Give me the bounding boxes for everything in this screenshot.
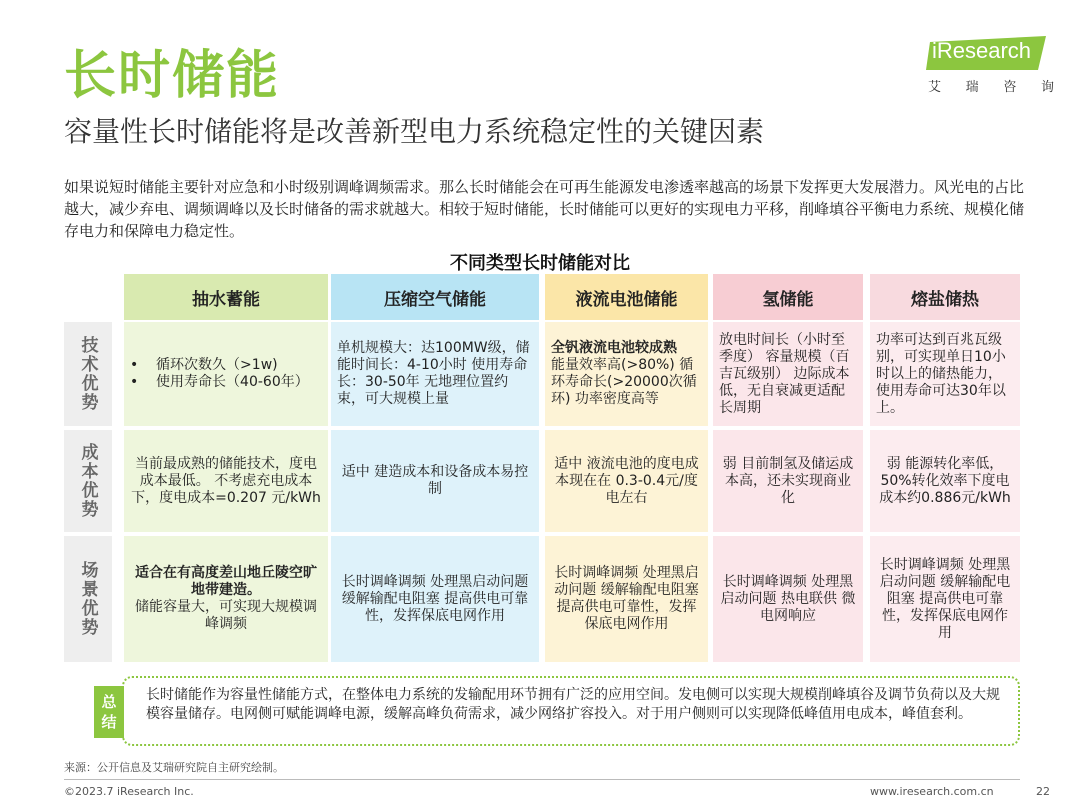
logo-text: iResearch (932, 38, 1032, 63)
column-header: 熔盐储热 (870, 274, 1020, 320)
cell-text: 适中 液流电池的度电成本现在在 0.3-0.4元/度电左右 (554, 455, 699, 506)
row-label-text: 场景优势 (77, 561, 98, 637)
logo-char: 瑞 (965, 80, 979, 95)
summary-text: 长时储能作为容量性储能方式，在整体电力系统的发输配用环节拥有广泛的应用空间。发电侧可以实现大规模削峰填谷及调节负荷以及大规模容量储存。电网侧可赋能调峰电源，缓解高峰负荷需求，减少网络扩容投入。对于用户侧则可以实现降低峰值用电成本，峰值套利。 (146, 687, 1000, 722)
cell-text: 长时调峰调频 处理黑启动问题 缓解输配电阻塞 提高供电可靠性，发挥保底电网作用 (341, 573, 529, 624)
page-title: 长时储能 (64, 46, 281, 106)
table-title: 不同类型长时储能对比 (450, 253, 630, 274)
logo-char: 咨 (1003, 80, 1017, 95)
row-label (64, 430, 112, 532)
cell-content (130, 357, 309, 391)
logo-chinese (928, 76, 1054, 95)
table-cell (331, 536, 539, 662)
row-label-text: 技术优势 (77, 336, 98, 412)
cell-bold-text: 全钒液流电池较成熟 (551, 340, 677, 356)
table-cell (713, 536, 863, 662)
column-header: 抽水蓄能 (124, 274, 328, 320)
table-cell (713, 430, 863, 532)
summary-tag-char: 结 (101, 713, 117, 731)
cell-content (337, 340, 533, 408)
table-cell (870, 430, 1020, 532)
table-cell (331, 430, 539, 532)
bullet-item: • 使用寿命长（40-60年） (130, 374, 309, 390)
table-cell (331, 322, 539, 426)
table-cell (713, 322, 863, 426)
row-label-text: 成本优势 (77, 443, 98, 519)
cell-content (337, 574, 533, 625)
table-cell (545, 322, 708, 426)
cell-text: 当前最成熟的储能技术，度电成本最低。 不考虑充电成本下，度电成本=0.207 元/kWh (131, 455, 321, 506)
cell-text: 弱 能源转化率低，50%转化效率下度电成本约0.886元/kWh (879, 455, 1011, 506)
cell-text: 储能容量大，可实现大规模调峰调频 (135, 599, 317, 632)
row-label (64, 536, 112, 662)
logo-char: 艾 (928, 80, 942, 95)
copyright: ©2023.7 iResearch Inc. (64, 785, 194, 798)
cell-content (551, 565, 702, 633)
cell-text: 功率可达到百兆瓦级别，可实现单日10小时以上的储热能力，使用寿命可达30年以上。 (876, 331, 1006, 416)
table-cell (124, 322, 328, 426)
cell-text: 单机规模大：达100MW级，储能时间长：4-10小时 使用寿命长：30-50年 无地理位置约束，可大规模上量 (337, 340, 530, 407)
cell-content (337, 464, 533, 498)
cell-text: 弱 目前制氢及储运成本高，还未实现商业化 (722, 455, 854, 506)
cell-content (551, 340, 702, 408)
cell-content (876, 332, 1014, 417)
cell-content (719, 332, 857, 417)
website-link[interactable]: www.iresearch.com.cn (870, 785, 994, 798)
summary-tag-char: 总 (101, 693, 117, 711)
column-header: 氢储能 (713, 274, 863, 320)
cell-content (719, 574, 857, 625)
summary-tag (94, 686, 124, 738)
iresearch-logo (926, 36, 1058, 100)
cell-text: 长时调峰调频 处理黑启动问题 热电联供 微电网响应 (720, 573, 856, 624)
column-header: 压缩空气储能 (331, 274, 539, 320)
page-subtitle: 容量性长时储能将是改善新型电力系统稳定性的关键因素 (64, 115, 765, 148)
cell-content (130, 456, 322, 507)
cell-content (719, 456, 857, 507)
source-note: 来源：公开信息及艾瑞研究院自主研究绘制。 (64, 761, 284, 774)
table-cell (124, 430, 328, 532)
cell-text: 长时调峰调频 处理黑启动问题 缓解输配电阻塞 提高供电可靠性，发挥保底电网作用 (879, 556, 1011, 641)
row-label (64, 322, 112, 426)
table-cell (545, 430, 708, 532)
intro-paragraph: 如果说短时储能主要针对应急和小时级别调峰调频需求。那么长时储能会在可再生能源发电渗透率越高的场景下发挥更大发展潜力。风光电的占比越大，减少弃电、调频调峰以及长时储备的需求就越大。相较于短时储能，长时储能可以更好的实现电力平移，削峰填谷平衡电力系统、规模化储存电力和保障电力稳定性。 (64, 178, 1025, 240)
cell-text: 长时调峰调频 处理黑启动问题 缓解输配电阻塞 提高供电可靠性，发挥保底电网作用 (554, 565, 699, 632)
page-number: 22 (1036, 785, 1050, 798)
footer-divider (64, 779, 1020, 780)
cell-content (876, 557, 1014, 642)
table-cell (545, 536, 708, 662)
column-header: 液流电池储能 (545, 274, 708, 320)
cell-content (876, 456, 1014, 507)
logo-char: 询 (1040, 80, 1054, 95)
bullet-item: • 循环次数久（>1w) (130, 357, 278, 373)
table-cell (124, 536, 328, 662)
cell-content (551, 456, 702, 507)
table-cell (870, 536, 1020, 662)
cell-content (130, 565, 322, 633)
cell-text: 适中 建造成本和设备成本易控制 (341, 464, 529, 497)
cell-bold-text: 适合在有高度差山地丘陵空旷地带建造。 (135, 565, 317, 598)
cell-text: 能量效率高(>80%) 循环寿命长(>20000次循环) 功率密度高等 (551, 357, 697, 407)
cell-text: 放电时间长（小时至季度） 容量规模（百吉瓦级别） 边际成本低，无自衰减更适配长周期 (719, 331, 850, 416)
table-cell (870, 322, 1020, 426)
